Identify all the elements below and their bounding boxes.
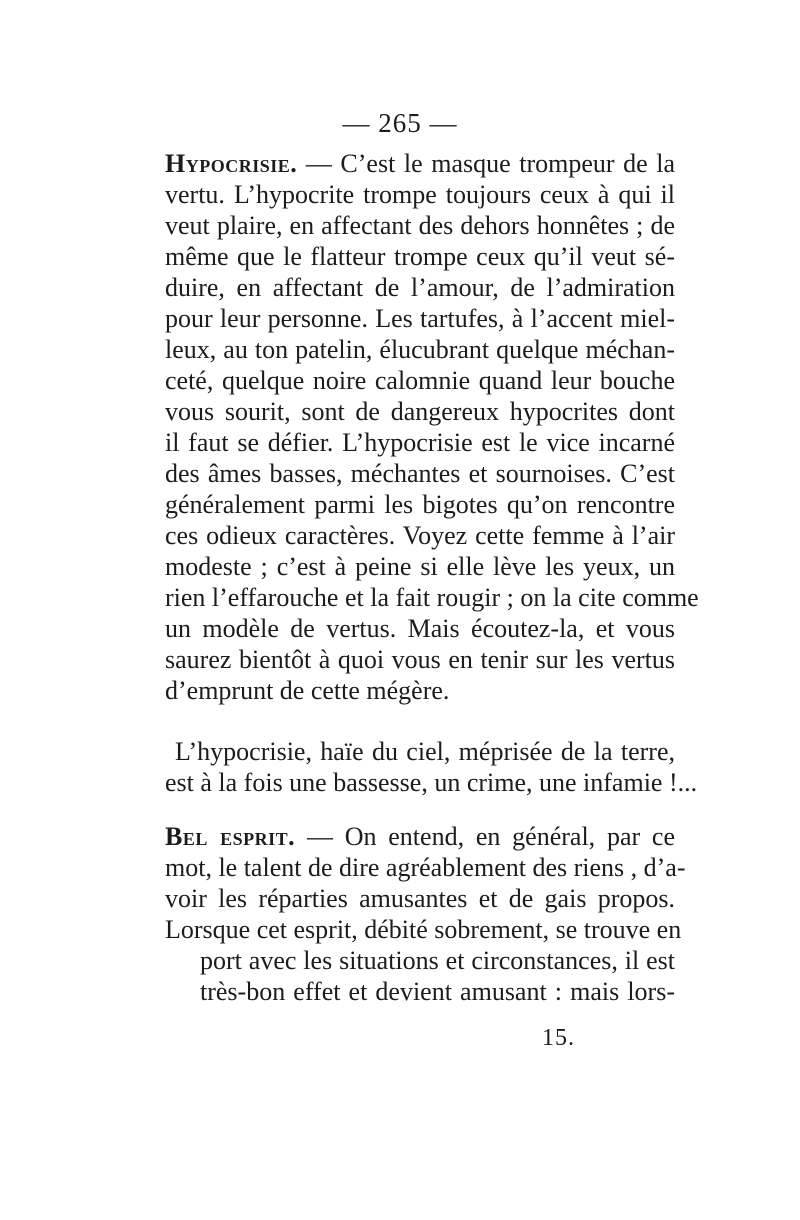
text-line: des âmes basses, méchantes et sournoises. C’est xyxy=(165,459,675,488)
text-line: il faut se défier. L’hypocrisie est le vice incarné xyxy=(165,428,675,457)
text-line: rien l’effarouche et la fait rougir ; on la cite comme xyxy=(165,583,699,612)
text-line: Lorsque cet esprit, débité sobrement, se trouve en xyxy=(165,915,682,944)
text-line: voir les réparties amusantes et de gais propos. xyxy=(165,884,675,913)
entry-hypocrisie xyxy=(165,148,699,706)
text-line: leux, au ton patelin, élucubrant quelque méchan- xyxy=(165,335,675,364)
entry-bel-esprit xyxy=(165,821,686,1007)
text-line: pour leur personne. Les tartufes, à l’accent miel- xyxy=(165,304,675,333)
entry-first-line: Bel esprit. — On entend, en général, par ce xyxy=(165,822,676,851)
text-line: modeste ; c’est à peine si elle lève les yeux, un xyxy=(165,552,675,581)
text-line: mot, le talent de dire agréablement des riens , d’a- xyxy=(165,853,686,882)
text-line: veut plaire, en affectant des dehors honnêtes ; de xyxy=(165,211,675,240)
page-number: — 265 — xyxy=(342,108,458,138)
text-line: même que le flatteur trompe ceux qu’il veut sé- xyxy=(165,242,675,271)
text-line: ceté, quelque noire calomnie quand leur bouche xyxy=(165,366,675,395)
text-line: vertu. L’hypocrite trompe toujours ceux à qui il xyxy=(165,180,675,209)
text-line: port avec les situations et circonstances, il est xyxy=(200,946,675,975)
text-line: d’emprunt de cette mégère. xyxy=(165,676,450,705)
text-line: généralement parmi les bigotes qu’on rencontre xyxy=(165,490,675,519)
text-line: très-bon effet et devient amusant : mais lors- xyxy=(200,977,675,1006)
text-line: ces odieux caractères. Voyez cette femme à l’air xyxy=(165,521,675,550)
text-line: vous sourit, sont de dangereux hypocrites dont xyxy=(165,397,675,426)
entry-term: Bel esprit. xyxy=(165,822,296,851)
text-line: saurez bientôt à quoi vous en tenir sur les vertus xyxy=(165,645,675,674)
entry-first-line: Hypocrisie. — C’est le masque trompeur de la xyxy=(165,149,676,178)
signature-mark: 15. xyxy=(542,1025,575,1051)
text-line: duire, en affectant de l’amour, de l’admiration xyxy=(165,273,675,302)
entry-term: Hypocrisie. xyxy=(165,149,298,178)
text-line: un modèle de vertus. Mais écoutez-la, et vous xyxy=(165,614,675,643)
text-line: est à la fois une bassesse, un crime, une infamie !... xyxy=(165,768,698,797)
text-line: L’hypocrisie, haïe du ciel, méprisée de la terre, xyxy=(175,737,675,766)
entry-hypocrisie-conclusion xyxy=(165,736,698,798)
